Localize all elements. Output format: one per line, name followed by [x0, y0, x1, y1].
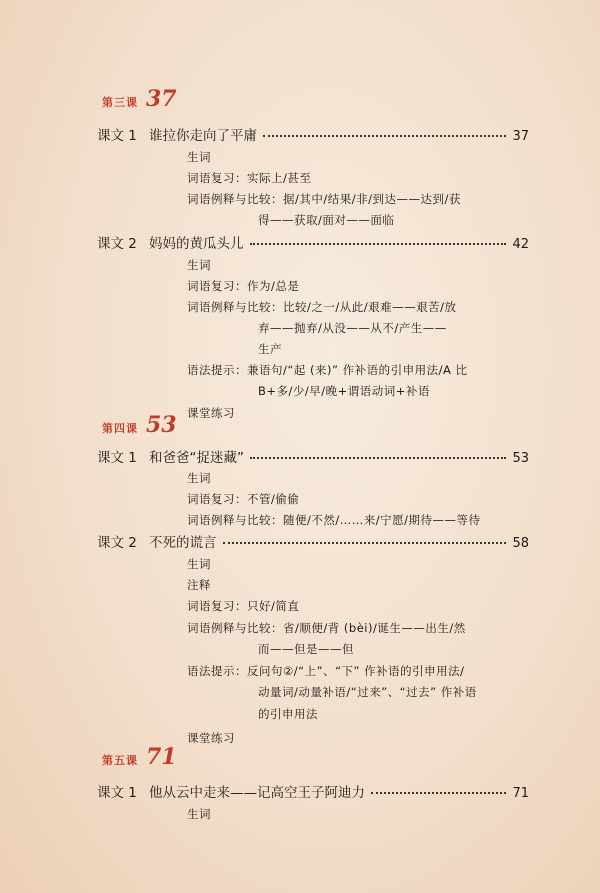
lesson-entry[interactable]	[97, 531, 529, 551]
dot-leader	[263, 135, 506, 137]
dot-leader	[371, 792, 506, 794]
lesson-entry[interactable]	[97, 781, 529, 801]
section-grammar-cont: 动量词/动量补语/“过来”、“过去” 作补语	[258, 685, 477, 699]
lesson-page: 42	[512, 237, 529, 252]
lesson-number: 课文 2	[97, 236, 137, 252]
lesson-number: 课文 1	[97, 128, 137, 144]
lesson-page: 71	[512, 786, 529, 801]
section-compare-cont: 得——获取/面对——面临	[258, 213, 395, 227]
unit-label: 第三课	[102, 96, 138, 109]
lesson-entry[interactable]	[97, 232, 529, 252]
lesson-title[interactable]: 谁拉你走向了平庸	[149, 128, 257, 144]
section-grammar[interactable]: 语法提示：反问句②/“上”、“下” 作补语的引申用法/	[187, 664, 465, 678]
section-review[interactable]: 词语复习：只好/简直	[187, 599, 300, 613]
section-compare-cont: 而——但是——但	[258, 642, 354, 656]
lesson-title[interactable]: 妈妈的黄瓜头儿	[149, 236, 244, 252]
section-compare-cont: 生产	[258, 342, 282, 356]
unit-page-number: 53	[146, 412, 177, 438]
lesson-title[interactable]: 不死的谎言	[149, 535, 217, 551]
section-compare-cont: 弃——抛弃/从没——从不/产生——	[258, 321, 447, 335]
lesson-page: 58	[512, 536, 529, 551]
lesson-page: 53	[512, 451, 529, 466]
section-notes[interactable]: 注释	[187, 578, 211, 592]
section-grammar[interactable]: 语法提示：兼语句/“起 (来)” 作补语的引申用法/A 比	[187, 363, 468, 377]
unit-page-number: 71	[146, 744, 177, 770]
section-vocab[interactable]: 生词	[187, 258, 211, 272]
dot-leader	[250, 457, 506, 459]
section-review[interactable]: 词语复习：实际上/甚至	[187, 171, 312, 185]
unit-heading	[102, 86, 177, 114]
section-compare[interactable]: 词语例释与比较：比较/之一/从此/艰难——艰苦/放	[187, 300, 457, 314]
lesson-number: 课文 2	[97, 535, 137, 551]
dot-leader	[250, 243, 507, 245]
section-vocab[interactable]: 生词	[187, 150, 211, 164]
unit-label: 第四课	[102, 422, 138, 435]
lesson-entry[interactable]	[97, 124, 529, 144]
lesson-title[interactable]: 他从云中走来——记高空王子阿迪力	[149, 785, 365, 801]
section-review[interactable]: 词语复习：不管/偷偷	[187, 492, 300, 506]
unit-label: 第五课	[102, 754, 138, 767]
section-compare[interactable]: 词语例释与比较：随便/不然/……来/宁愿/期待——等待	[187, 513, 481, 527]
lesson-number: 课文 1	[97, 450, 137, 466]
section-vocab[interactable]: 生词	[187, 807, 211, 821]
unit-heading	[102, 412, 177, 440]
section-practice[interactable]: 课堂练习	[187, 731, 235, 745]
dot-leader	[223, 542, 507, 544]
section-vocab[interactable]: 生词	[187, 557, 211, 571]
lesson-number: 课文 1	[97, 785, 137, 801]
section-compare[interactable]: 词语例释与比较：据/其中/结果/非/到达——达到/获	[187, 192, 461, 206]
lesson-title[interactable]: 和爸爸“捉迷藏”	[149, 450, 244, 466]
section-grammar-cont: 的引申用法	[258, 707, 318, 721]
section-practice[interactable]: 课堂练习	[187, 406, 235, 420]
unit-page-number: 37	[146, 86, 177, 112]
section-review[interactable]: 词语复习：作为/总是	[187, 279, 300, 293]
section-vocab[interactable]: 生词	[187, 471, 211, 485]
lesson-entry[interactable]	[97, 446, 529, 466]
section-grammar-cont: B+多/少/早/晚+谓语动词+补语	[258, 384, 430, 398]
lesson-page: 37	[512, 129, 529, 144]
unit-heading	[102, 744, 177, 772]
section-compare[interactable]: 词语例释与比较：省/顺便/背 (bèi)/诞生——出生/然	[187, 621, 466, 635]
